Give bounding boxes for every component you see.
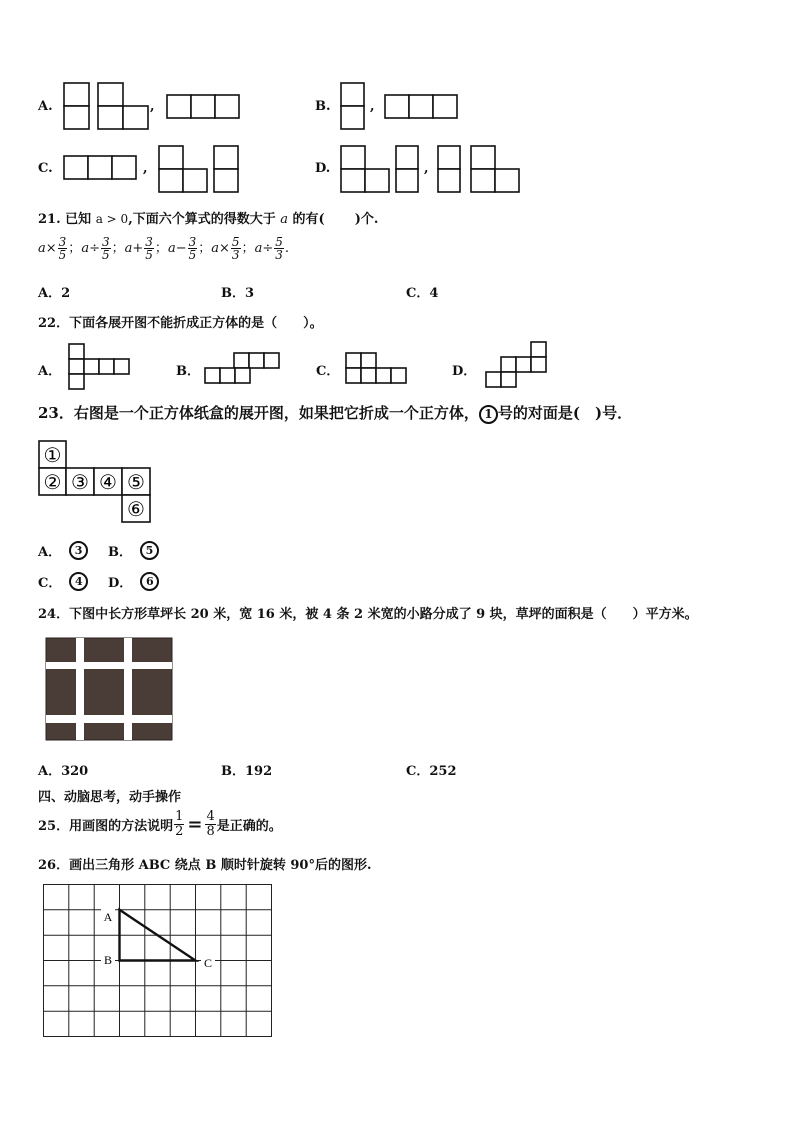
q21-stem-end: )个. [354,212,379,227]
q20-option-b-label[interactable]: B. [315,99,331,114]
q26-point-c-label: C [203,956,213,970]
q20-sep-a: , [150,99,155,114]
q21-expr-1: a× $\frac{3}{5}$ ； [38,235,82,262]
q20-option-d-figure [340,145,425,195]
q21-stem-pre: 已知 [65,212,92,227]
q20-option-c-figure-2 [158,145,248,195]
q21-number: 21. [38,212,61,227]
q23-face-5: ⑤ [127,470,145,494]
q20-option-c-figure [63,155,143,185]
q25-stem: 25．用画图的方法说明 $\frac{1}{2}$ = $\frac{4}{8}$ 是正确的。 [38,809,282,839]
q20-option-a-label[interactable]: A. [38,99,53,114]
q20-sep-b: , [370,99,375,114]
q23-option-a[interactable]: A． 3 [38,541,88,560]
q20-option-a-figure-2 [166,94,246,124]
q21-expr-4: a− $\frac{3}{5}$ ； [167,235,212,262]
q22-option-a-label[interactable]: A． [38,364,62,379]
q24-option-a[interactable]: A．320 [38,764,89,779]
q20-option-b-figure-2 [384,94,464,124]
q23-option-c[interactable]: C． 4 [38,572,88,591]
q20-option-a-figure [63,82,153,132]
q25-rhs-fraction: $\frac{4}{8}$ [206,809,215,839]
q21-stem-post: 的有( [292,212,325,227]
q22-option-b-label[interactable]: B． [176,364,200,379]
q23-face-6: ⑥ [127,497,145,521]
q24-lawn-figure [46,638,174,742]
section-4-title: 四、动脑思考，动手操作 [38,790,182,805]
q21-expressions [38,236,289,261]
q21-option-c[interactable]: C．4 [406,286,439,301]
q26-point-b-label: B [103,953,113,967]
q23-ref-face: 1 [479,405,498,424]
q25-lhs-fraction: $\frac{1}{2}$ [175,809,184,839]
q24-stem: 24．下图中长方形草坪长 20 米，宽 16 米，被 4 条 2 米宽的小路分成了 9 块，草坪的面积是（ ）平方米。 [38,607,698,622]
q23-face-4: ④ [99,470,117,494]
q24-option-b[interactable]: B．192 [221,764,273,779]
q21-option-b[interactable]: B．3 [221,286,255,301]
q21-expr-6: a÷ $\frac{5}{3}$ . [254,235,289,262]
q23-face-3: ③ [71,470,89,494]
q22-stem: 22．下面各展开图不能折成正方体的是（ ）。 [38,316,323,331]
q23-face-2: ② [43,470,62,494]
q23-stem: 23．右图是一个正方体纸盒的展开图，如果把它折成一个正方体， 1 号的对面是( )号． [38,404,633,422]
q22-option-c-net [345,352,410,386]
q22-option-d-net [485,341,555,389]
q21-expr-3: a+ $\frac{3}{5}$ ； [124,235,168,262]
q26-stem: 26．画出三角形 ABC 绕点 B 顺时针旋转 90°后的图形. [38,858,372,873]
q20-sep-d: , [424,161,429,176]
q26-grid-figure [43,884,275,1040]
q20-option-c-label[interactable]: C. [38,161,53,176]
q20-option-d-figure-2 [437,145,527,195]
q26-point-a-label: A [103,910,113,924]
q20-option-d-label[interactable]: D. [315,161,331,176]
q21-stem-mid: ,下面六个算式的得数大于 [128,212,276,227]
q22-option-b-net [204,352,284,386]
q23-option-d[interactable]: D． 6 [108,572,159,591]
q23-cube-net [38,440,153,526]
q21-option-a[interactable]: A．2 [38,286,71,301]
q21-stem [38,208,378,227]
q21-expr-5: a× $\frac{5}{3}$ ； [211,235,255,262]
q21-var: a [280,212,289,227]
q20-sep-c: , [143,161,148,176]
q22-option-d-label[interactable]: D． [452,364,477,379]
q20-option-b-figure [340,82,370,132]
q22-option-a-net [68,343,133,391]
q24-option-c[interactable]: C．252 [406,764,457,779]
q23-face-1: ① [43,443,62,467]
q22-option-c-label[interactable]: C． [316,364,340,379]
q21-expr-2: a÷ $\frac{3}{5}$ ； [81,235,125,262]
q23-option-b[interactable]: B． 5 [108,541,159,560]
q21-condition: a > 0 [95,212,129,226]
